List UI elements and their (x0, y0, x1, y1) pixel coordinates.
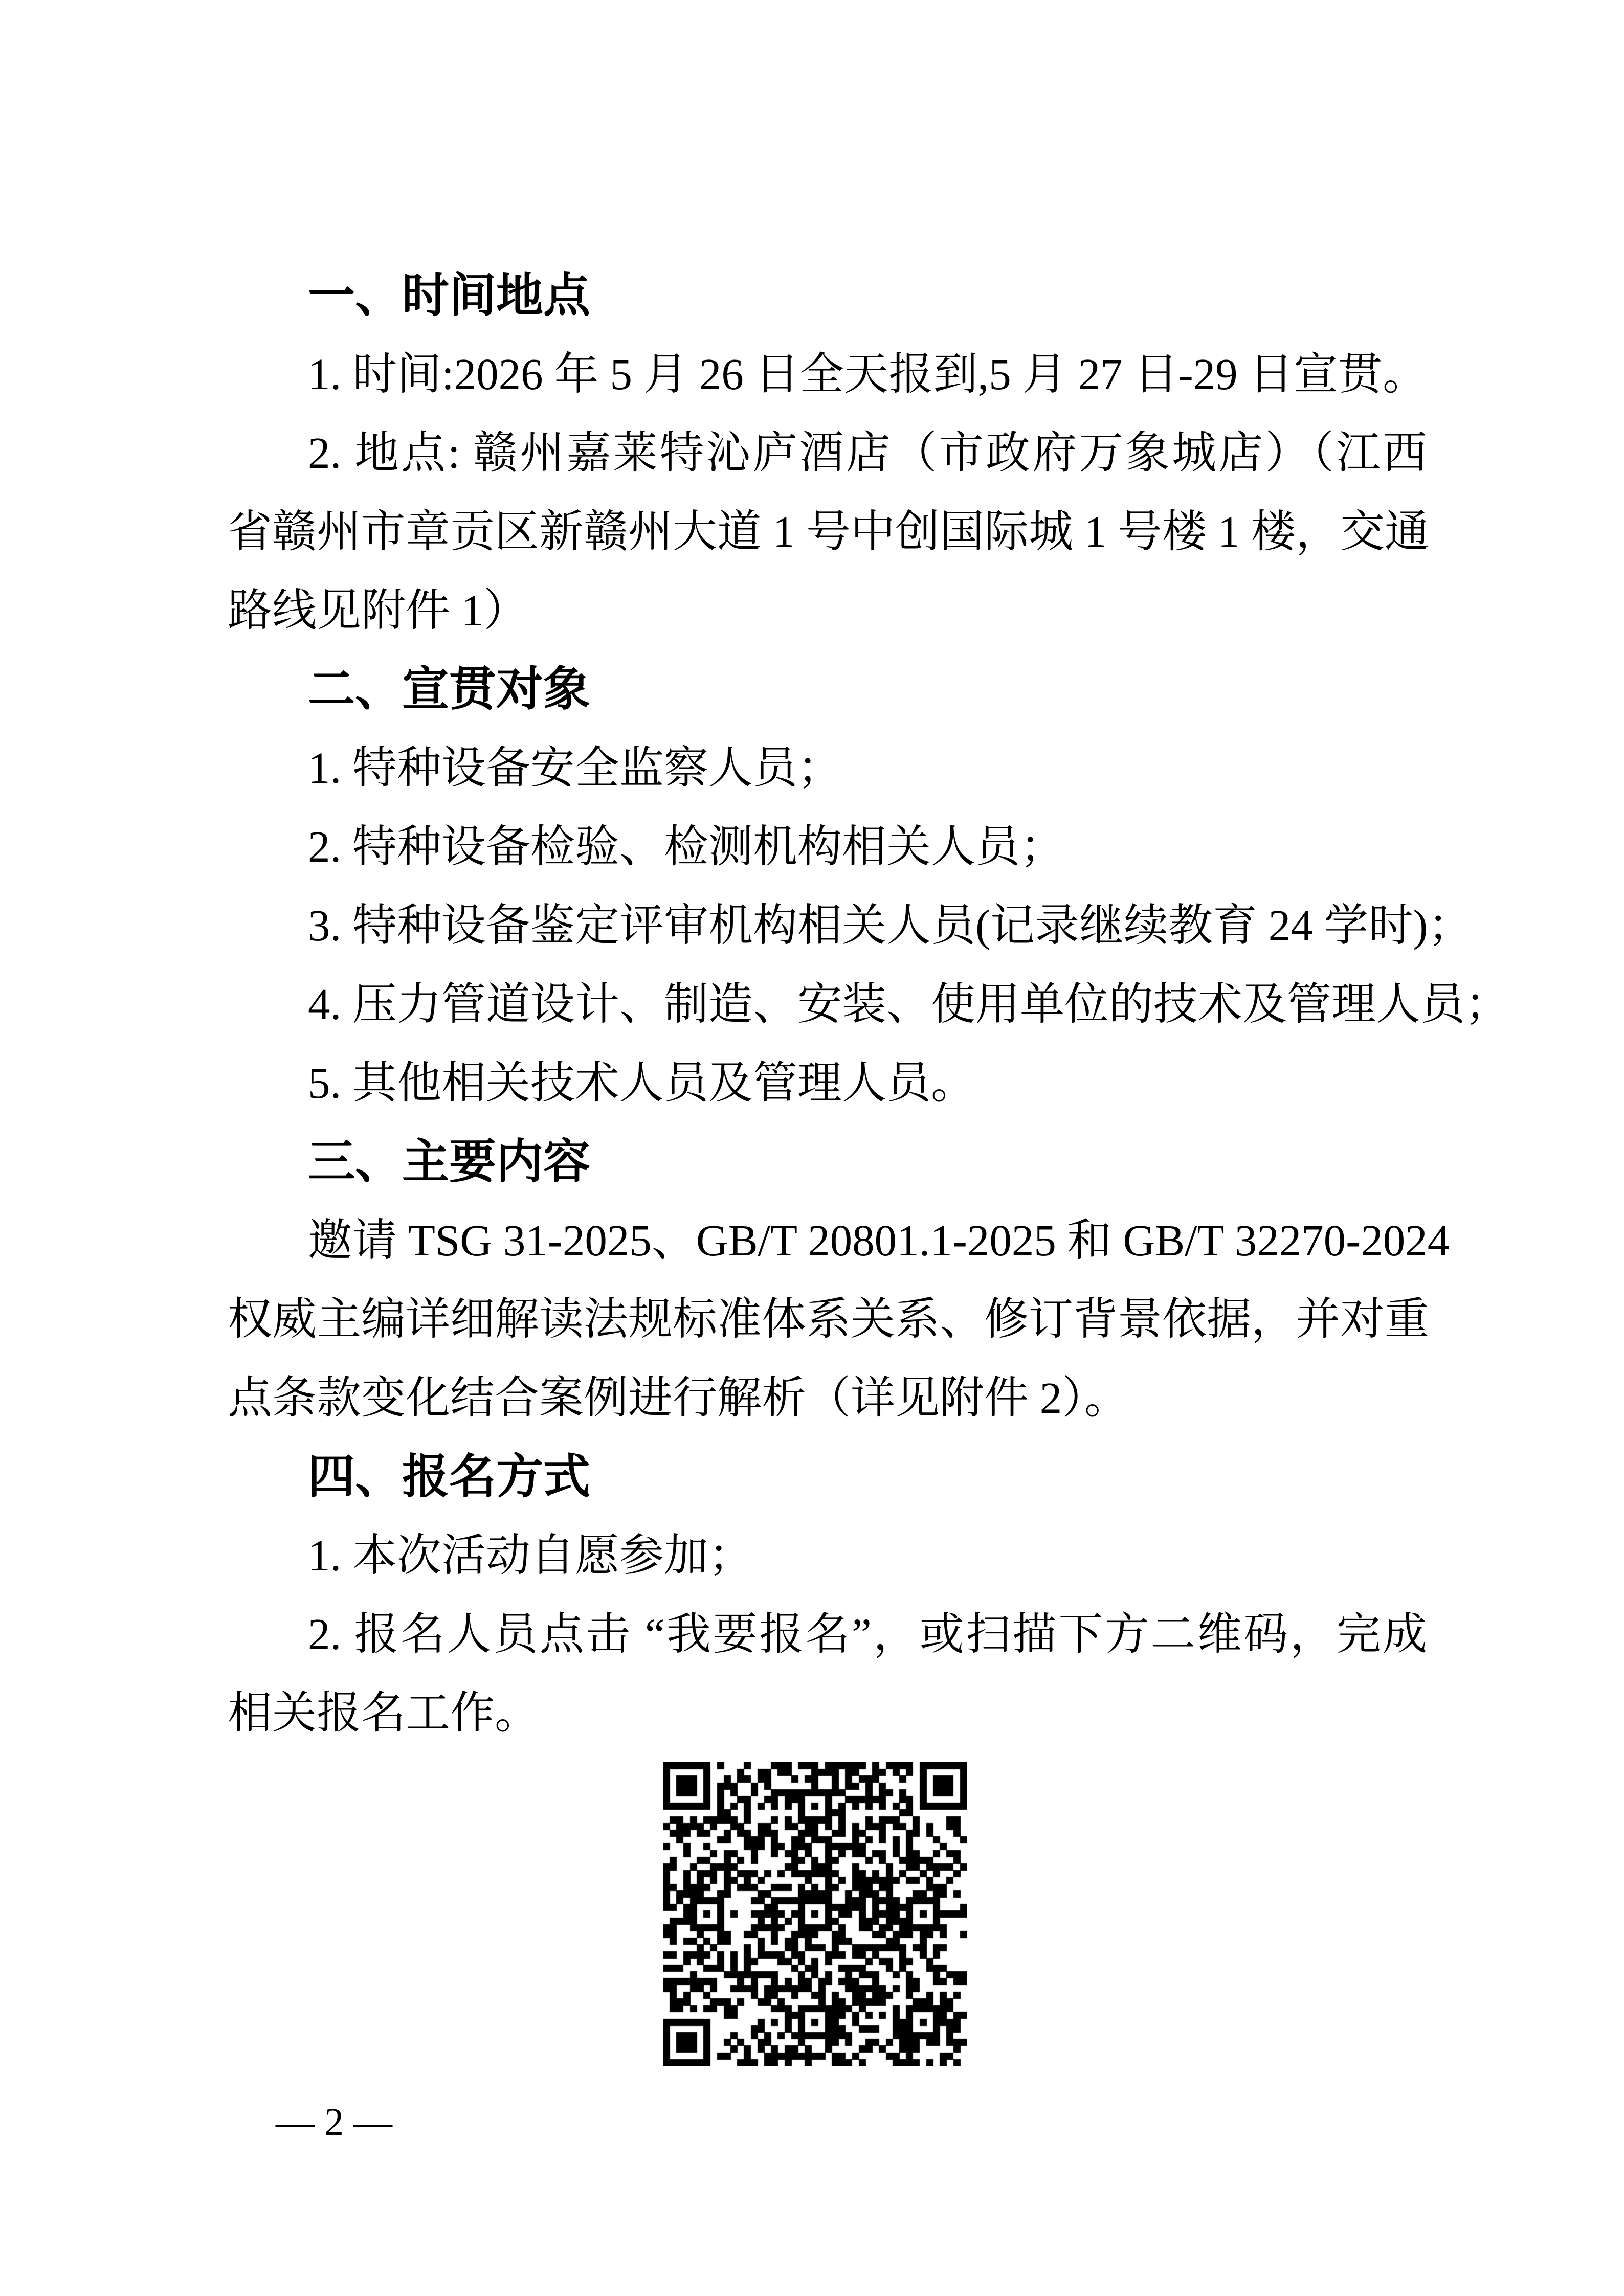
document-body (228, 256, 1509, 1752)
body-line: 省赣州市章贡区新赣州大道 1 号中创国际城 1 号楼 1 楼，交通 (228, 507, 1429, 556)
body-line: 5. 其他相关技术人员及管理人员。 (308, 1058, 975, 1108)
body-line: 路线见附件 1） (228, 586, 528, 635)
body-line: 1. 特种设备安全监察人员； (308, 743, 842, 793)
body-line: 4. 压力管道设计、制造、安装、使用单位的技术及管理人员； (308, 979, 1509, 1029)
section-heading: 二、宣贯对象 (308, 663, 591, 715)
body-line: 点条款变化结合案例进行解析（详见附件 2）。 (228, 1373, 1129, 1423)
body-line: 2. 特种设备检验、检测机构相关人员； (308, 822, 1064, 871)
section-heading: 三、主要内容 (308, 1136, 591, 1188)
body-line: 相关报名工作。 (228, 1688, 539, 1738)
page-number: — 2 — (276, 2101, 392, 2144)
section-heading: 一、时间地点 (308, 269, 591, 322)
body-line: 权威主编详细解读法规标准体系关系、修订背景依据，并对重 (228, 1294, 1429, 1344)
section-heading: 四、报名方式 (308, 1451, 591, 1503)
body-line: 1. 本次活动自愿参加； (308, 1530, 753, 1580)
body-line: 3. 特种设备鉴定评审机构相关人员(记录继续教育 24 学时)； (308, 901, 1473, 950)
body-line: 2. 报名人员点击 “我要报名”，或扫描下方二维码，完成 (308, 1609, 1427, 1659)
registration-qr-code (663, 1762, 967, 2066)
body-line: 邀请 TSG 31-2025、GB/T 20801.1-2025 和 GB/T 32270-2024 (308, 1215, 1450, 1265)
body-line: 2. 地点: 赣州嘉莱特沁庐酒店（市政府万象城店）（江西 (308, 428, 1427, 478)
body-line: 1. 时间:2026 年 5 月 26 日全天报到,5 月 27 日-29 日宣贯。 (308, 349, 1427, 399)
